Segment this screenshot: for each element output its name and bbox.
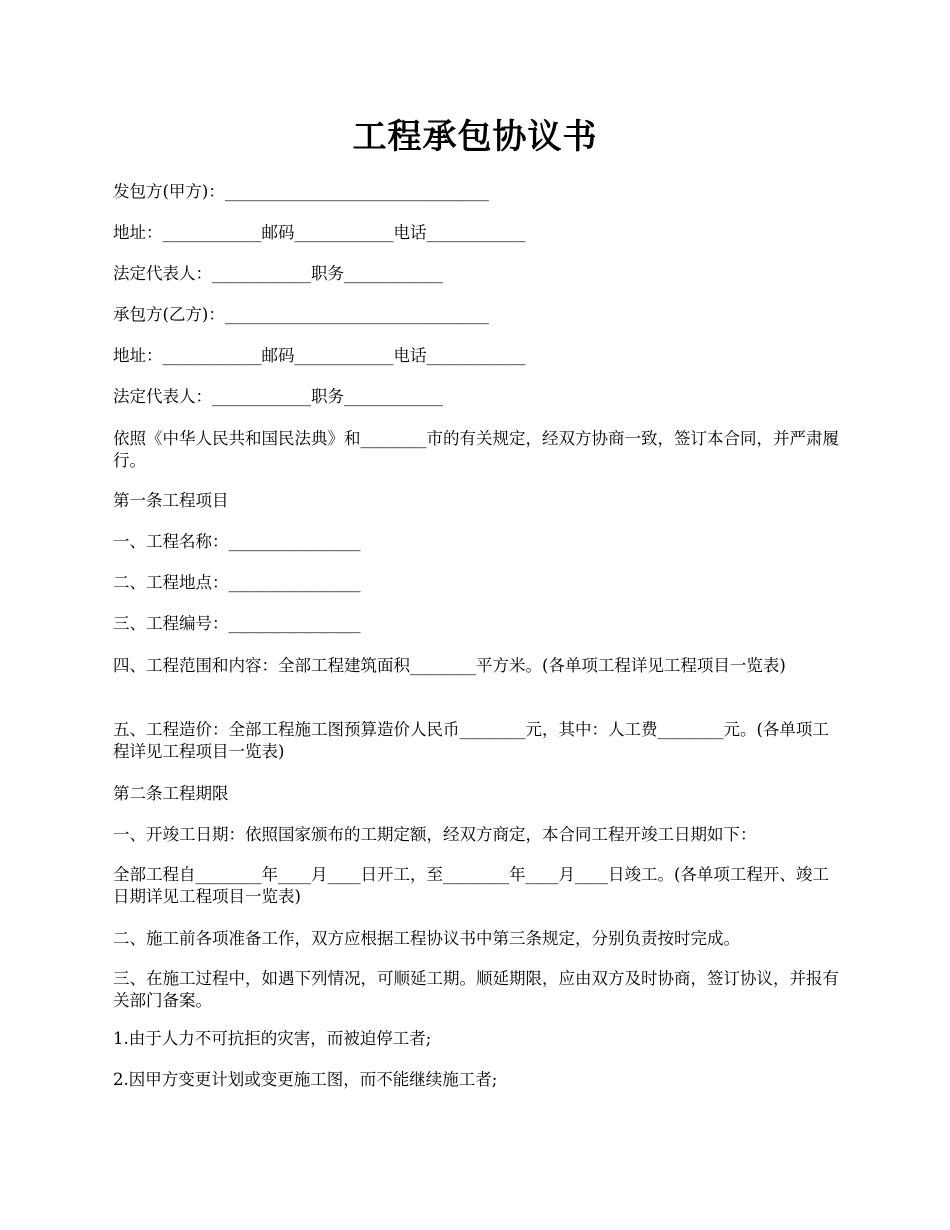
- document-title: 工程承包协议书: [352, 117, 598, 157]
- project-location-line: 二、工程地点：________________: [113, 573, 361, 592]
- project-number-line: 三、工程编号：________________: [113, 614, 361, 633]
- list-item: 1.由于人力不可抗拒的灾害，而被迫停工者;: [113, 1029, 432, 1048]
- party-b-line: 承包方(乙方)：________________________________: [113, 305, 489, 324]
- article-one-heading: 第一条工程项目: [113, 491, 229, 510]
- party-a-line: 发包方(甲方)：________________________________: [113, 182, 489, 201]
- party-b-address-line: 地址：____________邮码____________电话____________: [113, 346, 526, 365]
- start-completion-date-paragraph: 一、开竣工日期：依照国家颁布的工期定额，经双方商定，本合同工程开竣工日期如下：: [113, 825, 757, 844]
- project-cost-paragraph: 五、工程造价：全部工程施工图预算造价人民币________元，其中：人工费________元。(各单项工程详见工程项目一览表): [113, 720, 829, 761]
- extension-paragraph: 三、在施工过程中，如遇下列情况，可顺延工期。顺延期限，应由双方及时协商，签订协议，并报有关部门备案。: [113, 969, 839, 1010]
- project-scope-paragraph: 四、工程范围和内容：全部工程建筑面积________平方米。(各单项工程详见工程项目一览表): [113, 656, 786, 675]
- party-a-representative-line: 法定代表人：____________职务____________: [113, 264, 443, 283]
- article-two-heading: 第二条工程期限: [113, 784, 229, 803]
- preamble-paragraph: 依照《中华人民共和国民法典》和________市的有关规定，经双方协商一致，签订本合同，并严肃履行。: [113, 429, 839, 470]
- list-item: 2.因甲方变更计划或变更施工图，而不能继续施工者;: [113, 1070, 498, 1089]
- party-b-representative-line: 法定代表人：____________职务____________: [113, 387, 443, 406]
- preparation-paragraph: 二、施工前各项准备工作，双方应根据工程协议书中第三条规定，分别负责按时完成。: [113, 929, 740, 948]
- schedule-dates-paragraph: 全部工程自________年____月____日开工，至________年____月____日竣工。(各单项工程开、竣工日期详见工程项目一览表): [113, 865, 829, 906]
- project-name-line: 一、工程名称：________________: [113, 532, 361, 551]
- party-a-address-line: 地址：____________邮码____________电话____________: [113, 223, 526, 242]
